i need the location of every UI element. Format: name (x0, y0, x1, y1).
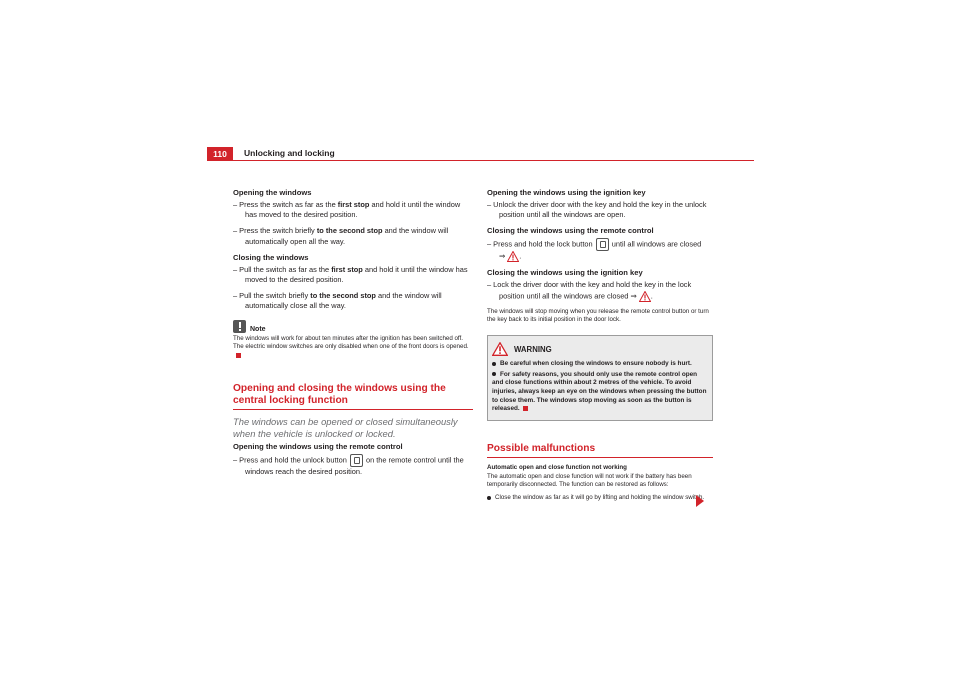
header-divider (207, 160, 754, 161)
note-label: Note (250, 325, 266, 333)
list-item: – Press the switch as far as the first stop and hold it until the window has moved to the desired position. (233, 200, 461, 220)
unlock-button-icon (350, 454, 363, 467)
section-subtitle: The windows can be opened or closed simultaneously when the vehicle is unlocked or locked. (233, 416, 458, 440)
list-item: – Pull the switch as far as the first stop and hold it until the window has moved to the desired position. (233, 264, 468, 285)
malfunction-subheading: Automatic open and close function not working (487, 463, 627, 471)
warning-ref-icon (507, 251, 519, 262)
note-heading (233, 320, 473, 333)
malfunction-item: Close the window as far as it will go by lifting and holding the window switch. (487, 494, 713, 503)
warning-box (487, 335, 713, 421)
reference-arrow: ⇒ (630, 291, 637, 301)
list-item: – Unlock the driver door with the key and hold the key in the unlock position until all the windows are open. (487, 200, 707, 220)
warning-heading (492, 342, 708, 356)
list-item: – Press and hold the lock button until all windows are closed ⇒ . (487, 239, 702, 261)
next-page-arrow-icon[interactable] (696, 495, 704, 507)
running-header: Unlocking and locking (244, 148, 335, 158)
section-end-icon (523, 406, 528, 411)
opening-windows-heading: Opening the windows (233, 188, 312, 197)
remote-close-heading: Closing the windows using the remote control (487, 226, 654, 236)
ignition-close-heading: Closing the windows using the ignition key (487, 268, 643, 278)
remote-open-heading: Opening the windows using the remote control (233, 442, 403, 452)
list-item: – Pull the switch briefly to the second stop and the window will automatically close all the way. (233, 291, 442, 311)
list-item: – Press and hold the unlock button on the remote control until the windows reach the desired position. (233, 455, 464, 477)
page-number: 110 (207, 147, 233, 161)
section-end-icon (236, 353, 241, 358)
bullet-icon (487, 496, 491, 500)
warning-item: For safety reasons, you should only use the remote control open and close functions within about 2 metres of the vehicle. To avoid injuries, always keep an eye on the windows when pressing the button to close them. The windows stop moving as soon as the button is released. (492, 370, 707, 413)
list-item: – Press the switch briefly to the second stop and the window will automatically open all the way. (233, 226, 449, 246)
closing-windows-heading: Closing the windows (233, 252, 309, 262)
warning-label: WARNING (514, 344, 552, 354)
malfunctions-title: Possible malfunctions (487, 443, 713, 458)
note-text: The windows will work for about ten minutes after the ignition has been switched off. The electric window switches are only disabled when one of the front doors is opened. (233, 335, 473, 361)
bullet-icon (492, 372, 496, 376)
note-icon (233, 320, 246, 333)
left-column (233, 188, 473, 483)
stop-text: The windows will stop moving when you release the remote control button or turn the key back to its initial position in the door lock. (487, 307, 709, 324)
malfunction-text: The automatic open and close function will not work if the battery has been temporarily disconnected. The function can be restored as follows: (487, 472, 692, 489)
warning-ref-icon (639, 291, 651, 302)
right-column (487, 188, 713, 503)
bullet-icon (492, 362, 496, 366)
warning-item: Be careful when closing the windows to ensure nobody is hurt. (492, 360, 708, 369)
reference-arrow: ⇒ (499, 251, 506, 261)
warning-triangle-icon (492, 342, 508, 356)
list-item: – Lock the driver door with the key and hold the key in the lock position until all the windows are closed ⇒ . (487, 280, 692, 301)
lock-button-icon (596, 238, 609, 251)
section-title: Opening and closing the windows using the central locking function (233, 383, 473, 410)
ignition-open-heading: Opening the windows using the ignition key (487, 188, 646, 197)
